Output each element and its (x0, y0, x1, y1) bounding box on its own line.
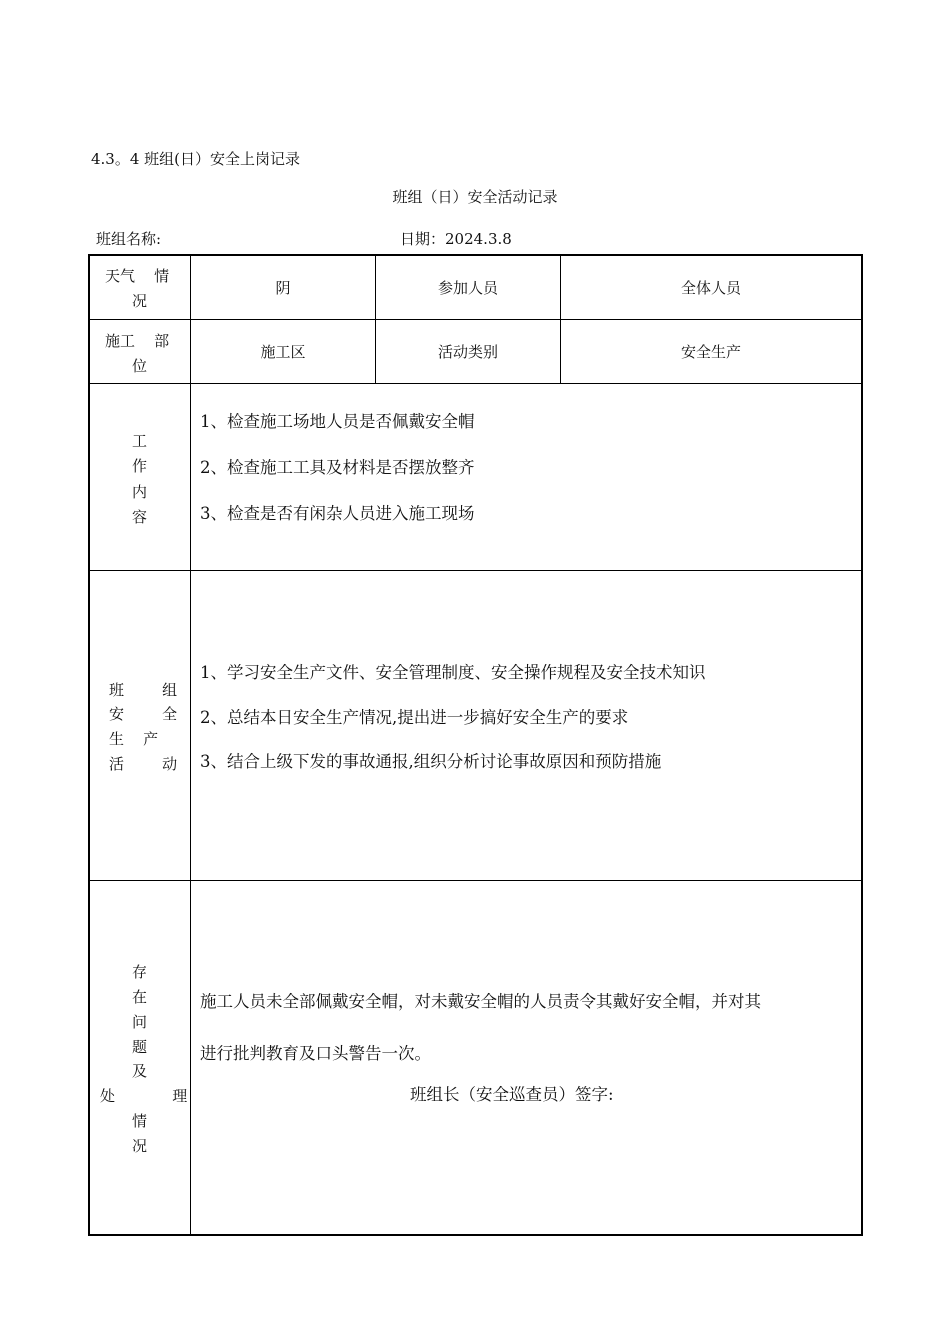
weather-label-line2: 况 (132, 292, 148, 310)
table-rule-row4 (88, 880, 863, 881)
work-content-label-char: 工 (132, 432, 148, 450)
safety-activity-label-line: 班 组 (109, 681, 178, 699)
table-rule-row3 (88, 570, 863, 571)
participants-label: 参加人员 (437, 279, 498, 297)
issues-label-line: 情 (132, 1112, 148, 1130)
table-border-right (861, 254, 863, 1236)
issues-label-line: 况 (132, 1137, 148, 1155)
team-name-label: 班组名称: (96, 230, 162, 248)
issues-text-line2: 进行批判教育及口头警告一次。 (200, 1044, 431, 1063)
work-content-label-char: 容 (132, 508, 148, 526)
weather-label-line1: 天气 情 (105, 267, 170, 285)
safety-activity-label-line: 安 全 (109, 705, 178, 723)
activity-type-value: 安全生产 (680, 343, 741, 361)
table-rule-row2 (88, 383, 863, 384)
location-value: 施工区 (260, 343, 306, 361)
work-content-label-char: 内 (132, 483, 148, 501)
work-content-item: 3、检查是否有闲杂人员进入施工现场 (200, 504, 475, 523)
location-label-line1: 施工 部 (105, 332, 170, 350)
section-heading: 4.3。4 班组(日）安全上岗记录 (91, 150, 301, 168)
issues-label-line: 处 理 (100, 1087, 188, 1105)
table-rule-label-col (190, 254, 191, 1236)
issues-label-line: 在 (132, 988, 148, 1006)
date-label: 日期：2024.3.8 (400, 230, 512, 248)
work-content-item: 1、检查施工场地人员是否佩戴安全帽 (200, 412, 475, 431)
activity-type-label: 活动类别 (437, 343, 498, 361)
issues-text-line1: 施工人员未全部佩戴安全帽，对未戴安全帽的人员责令其戴好安全帽，并对其 (200, 992, 761, 1011)
participants-value: 全体人员 (680, 279, 741, 297)
issues-label-line: 及 (132, 1062, 148, 1080)
safety-activity-item: 3、结合上级下发的事故通报,组织分析讨论事故原因和预防措施 (200, 752, 662, 771)
document-title: 班组（日）安全活动记录 (392, 188, 558, 206)
table-border-bottom (88, 1234, 863, 1236)
safety-activity-label-line: 活 动 (109, 755, 178, 773)
location-label-line2: 位 (132, 357, 148, 375)
table-border-left (88, 254, 90, 1236)
work-content-item: 2、检查施工工具及材料是否摆放整齐 (200, 458, 475, 477)
issues-label-line: 存 (132, 963, 148, 981)
signature-label: 班组长（安全巡查员）签字: (410, 1085, 614, 1104)
safety-activity-label-line: 生 产 (109, 730, 159, 748)
weather-value: 阴 (275, 279, 291, 297)
safety-activity-item: 2、总结本日安全生产情况,提出进一步搞好安全生产的要求 (200, 708, 629, 727)
issues-label-line: 题 (132, 1038, 148, 1056)
work-content-label-char: 作 (132, 457, 148, 475)
issues-label-line: 问 (132, 1013, 148, 1031)
safety-activity-item: 1、学习安全生产文件、安全管理制度、安全操作规程及安全技术知识 (200, 663, 706, 682)
